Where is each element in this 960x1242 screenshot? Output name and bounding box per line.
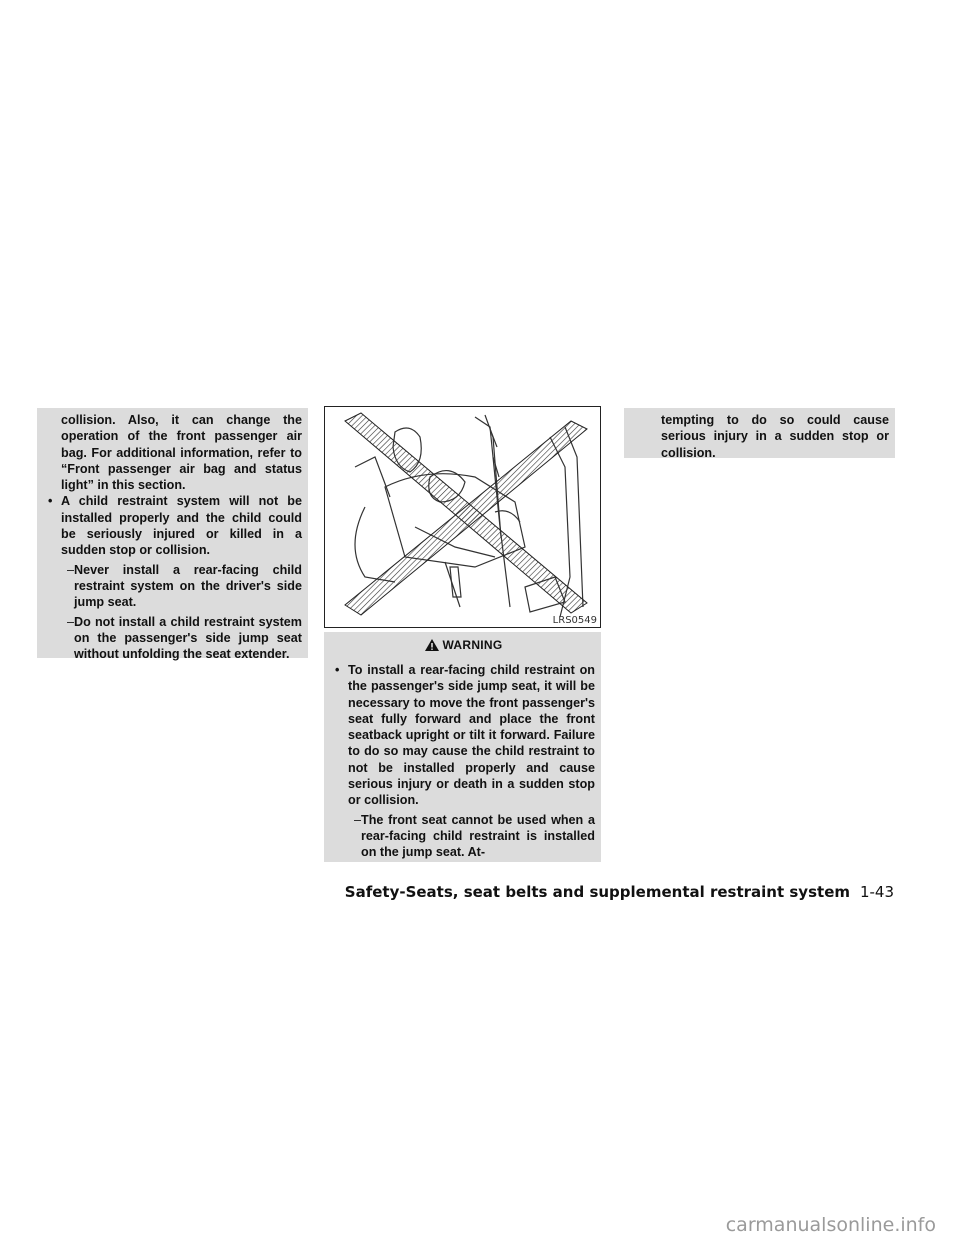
footer-section-title: Safety-Seats, seat belts and supplemental restraint system (344, 883, 850, 901)
continued-text: collision. Also, it can change the operation of the front passenger air bag. For additional information, refer to “Front passenger air bag and status light” in this section. (61, 413, 302, 493)
sub-item-text: The front seat cannot be used when a rear-facing child restraint is installed on the jump seat. At- (361, 812, 595, 860)
dash-mark: – (67, 614, 75, 629)
bullet-text: A child restraint system will not be installed properly and the child could be seriously injured or killed in a sudden stop or collision. (61, 494, 302, 558)
warning-triangle-icon (424, 638, 440, 652)
bullet-mark: • (335, 663, 340, 677)
page-footer (0, 883, 960, 903)
warning-box (324, 632, 601, 862)
bullet-mark: • (48, 494, 53, 509)
dash-mark: – (67, 562, 75, 577)
warning-box-continued (37, 408, 308, 662)
dash-mark: – (354, 812, 362, 827)
warning-heading-text: WARNING (442, 638, 503, 652)
continued-text: tempting to do so could cause serious injury in a sudden stop or collision. (661, 413, 889, 460)
bullet-text: To install a rear-facing child restraint on the passenger's side jump seat, it will be necessary to move the front passenger's seat fully forward and place the front seatback upright or tilt it forward. Failure to do so may cause the child restraint to not be installed properly and cause serious injury or death in a sudden stop or collision. (348, 663, 595, 808)
figure-code: LRS0549 (552, 615, 597, 626)
crossed-out-child-seat-illustration (325, 407, 601, 628)
warning-box-continued-right (624, 408, 895, 458)
warning-heading (332, 632, 595, 658)
sub-item-text: Never install a rear-facing child restraint system on the driver's side jump seat. (74, 562, 302, 610)
sub-item (45, 614, 302, 663)
sub-item (332, 812, 595, 861)
bullet-item (45, 493, 302, 558)
page-number: 1-43 (859, 883, 894, 901)
watermark-link[interactable]: carmanualsonline.info (725, 1214, 936, 1236)
child-seat-figure (324, 406, 601, 628)
sub-item-text: Do not install a child restraint system on the passenger's side jump seat without unfolding the seat extender. (74, 614, 302, 662)
bullet-item (332, 662, 595, 809)
sub-item (45, 562, 302, 611)
